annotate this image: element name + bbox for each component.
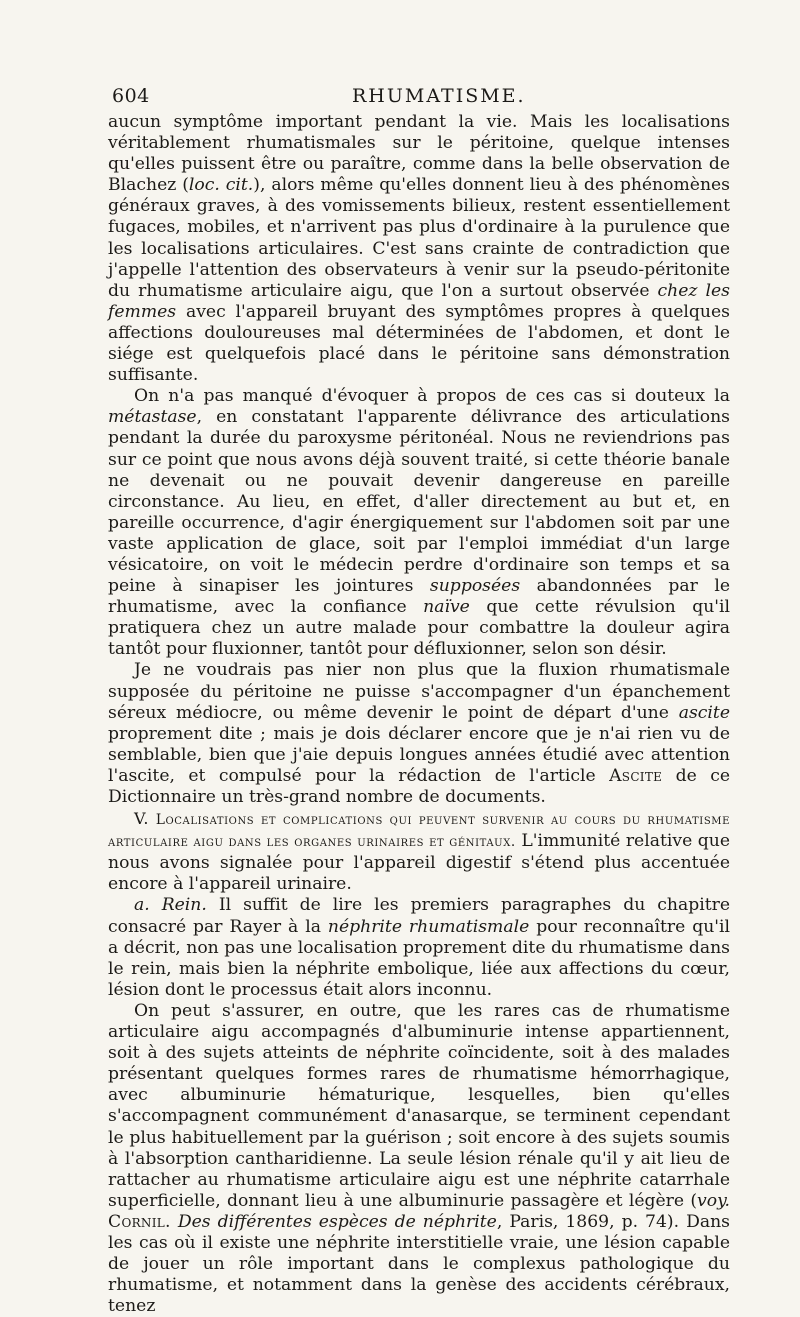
text-run: , Paris, 1869, p. 74). Dans les cas où il existe une néphrite interstitielle vraie, une lésion capable de jouer un rôle important dans le complexus pathologique du rhumatisme, et notamment dans la genèse des accidents cérébraux, tenez bbox=[108, 1211, 730, 1317]
italic-run: chez les femmes bbox=[108, 280, 730, 322]
italic-run: supposées bbox=[429, 576, 521, 597]
text-run: abandonnées par le rhumatisme, avec la confiance bbox=[108, 576, 731, 618]
italic-run: Des différentes espèces de néphrite bbox=[177, 1211, 497, 1232]
running-head: RHUMATISME. bbox=[352, 85, 526, 107]
body-text bbox=[108, 112, 730, 1317]
paragraph-2 bbox=[108, 386, 730, 660]
text-run: proprement dite ; mais je dois déclarer encore que je n'ai rien vu de semblable, bien que j'aie depuis longues années étudié avec attention l'ascite, et compulsé pour la rédaction de l'article bbox=[108, 723, 730, 786]
text-run: pour reconnaître qu'il a décrit, non pas une localisation proprement dite du rhumatisme dans le rein, mais bien la néphrite embolique, liée aux affections du cœur, lésion dont le processus était alors inconnu. bbox=[108, 916, 731, 1000]
smallcaps-run: Ascite bbox=[609, 765, 663, 786]
section-title: Localisations et complications qui peuvent survenir au cours du rhumatisme articulaire aigu dans les organes urinaires et génitaux. bbox=[108, 812, 731, 851]
text-run: L'immunité relative que nous avons signalée pour l'appareil digestif s'étend plus accentuée encore à l'appareil urinaire. bbox=[108, 831, 731, 895]
text-run: avec l'appareil bruyant des symptômes propres à quelques affections douloureuses mal déterminées de l'abdomen, et dont le siége est quelquefois placé dans le péritoine sans démonstration suffisante. bbox=[108, 301, 730, 386]
italic-run: loc. cit. bbox=[188, 175, 254, 196]
italic-run: naïve bbox=[423, 597, 470, 618]
paragraph-rein bbox=[108, 895, 730, 1000]
italic-run: néphrite rhumatismale bbox=[327, 916, 530, 937]
page-number: 604 bbox=[112, 85, 150, 107]
italic-run: voy. bbox=[697, 1190, 730, 1211]
text-run: ), alors même qu'elles donnent lieu à des phénomènes généraux graves, à des vomissements bilieux, restent essentiellement fugaces, mobiles, et n'arrivent pas plus d'ordinaire à la purulence que les localisations articulaires. C'est sans crainte de contradiction que j'appelle l'attention des observateurs à venir sur la pseudo-péritonite du rhumatisme articulaire aigu, que l'on a surtout observée bbox=[108, 175, 731, 301]
paragraph-6 bbox=[108, 1001, 730, 1317]
smallcaps-run: Cornil. bbox=[108, 1211, 171, 1232]
subsection-label: a. Rein. bbox=[134, 895, 207, 916]
paragraph-1 bbox=[108, 112, 730, 386]
italic-run: métastase bbox=[108, 407, 197, 428]
paragraph-3 bbox=[108, 660, 730, 808]
text-run: On peut s'assurer, en outre, que les rares cas de rhumatisme articulaire aigu accompagnés d'albuminurie intense appartiennent, soit à des sujets atteints de néphrite coïncidente, soit à des malades présentant quelques formes rares de rhumatisme hémorrhagique, avec albuminurie hématurique, lesquelles, bien qu'elles s'accompagnent communément d'anasarque, se terminent cependant le plus habituellement par la guérison ; soit encore à des sujets soumis à l'absorption cantharidienne. La seule lésion rénale qu'il y ait lieu de rattacher au rhumatisme articulaire aigu est une néphrite catarrhale superficielle, donnant lieu à une albuminurie passagère et légère ( bbox=[108, 1000, 730, 1211]
text-run: , en constatant l'apparente délivrance des articulations pendant la durée du paroxysme péritonéal. Nous ne reviendrions pas sur ce point que nous avons déjà souvent traité, si cette théorie banale ne devenait ou ne pouvait devenir dangereuse en pareille circonstance. Au lieu, en effet, d'aller directement au but et, en pareille occurrence, d'agir énergiquement sur l'abdomen soit par une vaste application de glace, soit par l'emploi immédiat d'un large vésicatoire, on voit le médecin perdre d'ordinaire son temps et sa peine à sinapiser les jointures bbox=[108, 407, 730, 597]
section-v bbox=[108, 808, 730, 895]
text-run: Il suffit de lire les premiers paragraphes du chapitre consacré par Rayer à la bbox=[108, 895, 730, 937]
text-run: aucun symptôme important pendant la vie. Mais les localisations véritablement rhumatismales sur le péritoine, quelque intenses qu'elles puissent être ou paraître, comme dans la belle observation de Blachez ( bbox=[108, 112, 730, 196]
text-run: On n'a pas manqué d'évoquer à propos de ces cas si douteux la bbox=[134, 386, 730, 407]
text-run: que cette révulsion qu'il pratiquera chez un autre malade pour combattre la douleur agira tantôt pour fluxionner, tantôt pour défluxionner, selon son désir. bbox=[108, 597, 730, 660]
page-header bbox=[112, 85, 724, 113]
text-run: de ce Dictionnaire un très-grand nombre de documents. bbox=[108, 765, 730, 807]
italic-run: ascite bbox=[678, 702, 730, 723]
section-number: V. bbox=[134, 809, 150, 829]
text-run: Je ne voudrais pas nier non plus que la fluxion rhumatismale supposée du péritoine ne puisse s'accompagner d'un épanchement séreux médiocre, ou même devenir le point de départ d'une bbox=[108, 660, 730, 723]
